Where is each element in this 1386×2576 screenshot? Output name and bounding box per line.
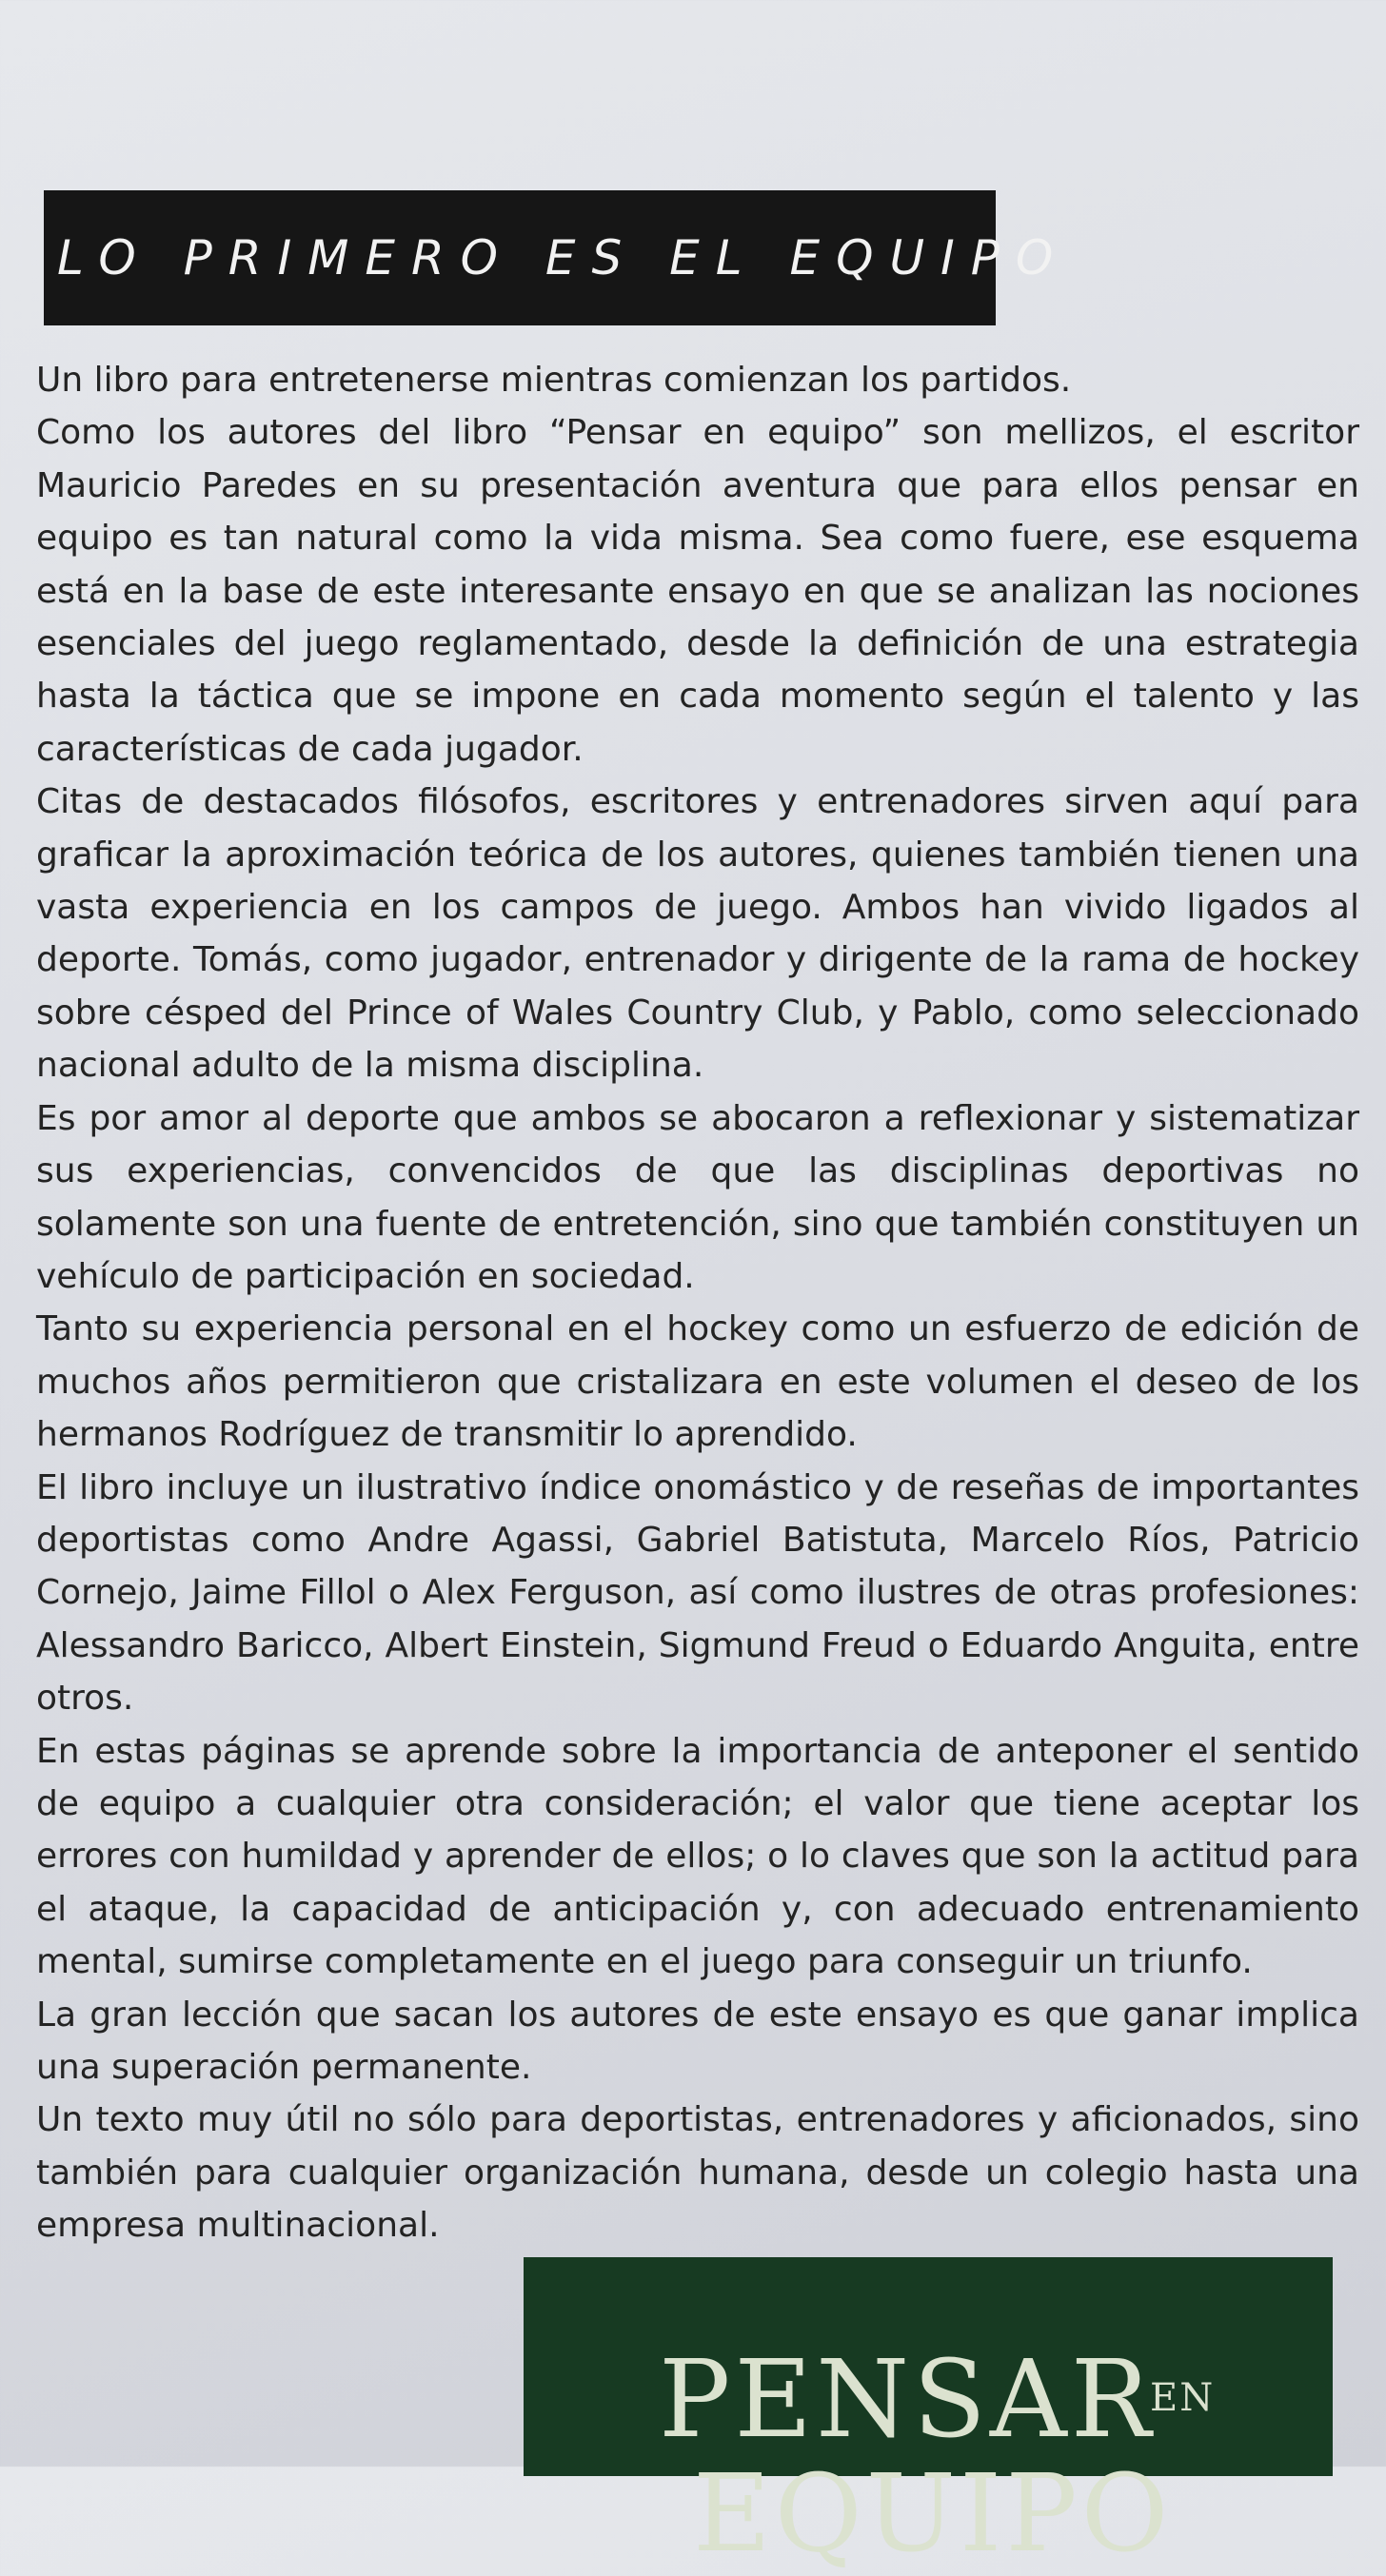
paragraph: El libro incluye un ilustrativo índice onomástico y de reseñas de importantes deportistas como Andre Agassi, Gabriel Batistuta, Marcelo Ríos, Patricio Cornejo, Jaime Fillol o Alex Ferguson, así como ilustres de otras profesiones: Alessandro Baricco, Albert Einstein, Sigmund Freud o Eduardo Anguita, entre otros. — [36, 1467, 1359, 1719]
section-title-bar — [44, 190, 1070, 325]
article-body — [36, 354, 1359, 2252]
paragraph: Tanto su experiencia personal en el hockey como un esfuerzo de edición de muchos años permitieron que cristalizara en este volumen el deseo de los hermanos Rodríguez de transmitir lo aprendido. — [36, 1309, 1359, 1455]
book-cover-title: PENSAR — [659, 2338, 1156, 2462]
paragraph: En estas páginas se aprende sobre la importancia de anteponer el sentido de equipo a cualquier otra consideración; el valor que tiene aceptar los errores con humildad y aprender de ellos; o lo claves que son la actitud para el ataque, la capacidad de anticipación y, con adecuado entrenamiento mental, sumirse completamente en el juego para conseguir un triunfo. — [36, 1731, 1359, 1982]
book-cover-title-second: EQUIPO — [693, 2452, 1173, 2576]
section-title: LO PRIMERO ES EL EQUIPO — [57, 230, 1070, 285]
paragraph: Citas de destacados filósofos, escritores y entrenadores sirven aquí para graficar la aproximación teórica de los autores, quienes también tienen una vasta experiencia en los campos de juego. Ambos han vivido ligados al deporte. Tomás, como jugador, entrenador y dirigente de la rama de hockey sobre césped del Prince of Wales Country Club, y Pablo, como seleccionado nacional adulto de la misma disciplina. — [36, 782, 1359, 1086]
paragraph: Un libro para entretenerse mientras comienzan los partidos. — [36, 361, 1072, 400]
paragraph: Es por amor al deporte que ambos se abocaron a reflexionar y sistematizar sus experiencias, convencidos de que las disciplinas deportivas no solamente son una fuente de entretención, sino que también constituyen un vehículo de participación en sociedad. — [36, 1098, 1359, 1296]
paragraph: La gran lección que sacan los autores de este ensayo es que ganar implica una superación permanente. — [36, 1995, 1359, 2087]
book-cover-image — [524, 2257, 1333, 2576]
paragraph: Un texto muy útil no sólo para deportistas, entrenadores y aficionados, sino también para cualquier organización humana, desde un colegio hasta una empresa multinacional. — [36, 2100, 1359, 2246]
book-cover-title-small: EN — [1150, 2376, 1216, 2420]
paragraph: Como los autores del libro “Pensar en equipo” son mellizos, el escritor Mauricio Paredes en su presentación aventura que para ellos pensar en equipo es tan natural como la vida misma. Sea como fuere, ese esquema está en la base de este interesante ensayo en que se analizan las nociones esenciales del juego reglamentado, desde la definición de una estrategia hasta la táctica que se impone en cada momento según el talento y las características de cada jugador. — [36, 413, 1359, 769]
